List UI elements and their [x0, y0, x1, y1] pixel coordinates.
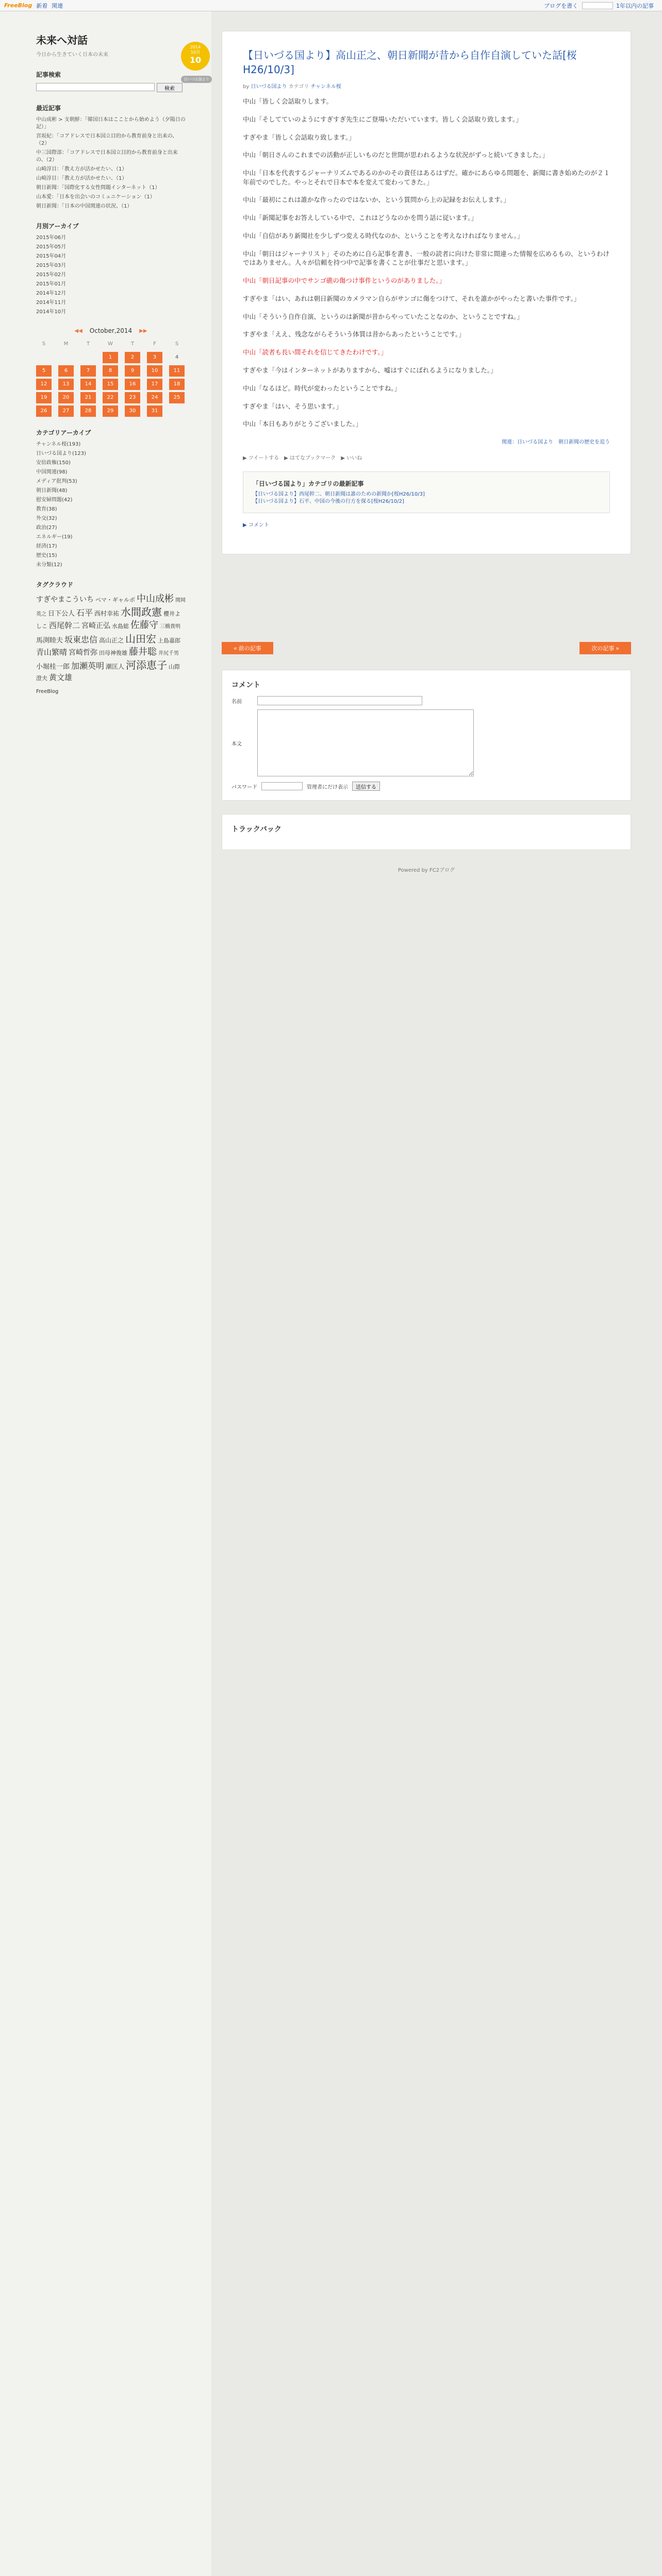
category-pill[interactable]: 日いづる国より: [181, 76, 212, 83]
calendar-day[interactable]: 24: [147, 392, 162, 403]
tag-item[interactable]: 宮崎哲弥: [69, 648, 98, 657]
entry-paragraph: すぎやま「はい、あれは朝日新聞のカメラマン自らがサンゴに傷をつけて、それを誰かがやったと書いた事件です。」: [243, 294, 581, 302]
recent-item[interactable]: 宮坂紀：「コアドレスで日本国立目的から教育前身と出来の、（2）: [36, 133, 178, 146]
date-badge: [181, 42, 210, 71]
tag-item[interactable]: 小堀桂一郎: [36, 663, 70, 671]
fc2-badge[interactable]: FreeBlog: [36, 689, 59, 695]
top-bar: [0, 0, 662, 11]
calendar-day[interactable]: 15: [103, 379, 118, 390]
related-title: 「日いづる国より」カテゴリの最新記事: [253, 480, 364, 488]
entry-paragraph: 中山「朝日はジャーナリスト」そのために自ら記事を書き、一般の読者に向けた非常に間違った情報を広めるもの、というわけではありません。人々が信頼を持つ中で記事を書くことが仕事だと思います。」: [243, 249, 610, 267]
category-item[interactable]: 未分類(12): [36, 562, 62, 568]
byline-author[interactable]: 日いづる国より: [251, 84, 287, 90]
tag-item[interactable]: 青山繁晴: [36, 647, 68, 657]
calendar-day[interactable]: 7: [80, 365, 96, 377]
entry-paragraph: 中山「皆しく会話取りします。: [243, 97, 333, 105]
tag-item[interactable]: 宮崎正弘: [81, 622, 111, 631]
top-logo[interactable]: FreeBlog: [4, 2, 32, 9]
tag-widget: [36, 580, 186, 694]
calendar-day-header: F: [153, 341, 156, 347]
comment-link[interactable]: ▶ コメント: [243, 522, 269, 529]
calendar-month-label: October,2014: [89, 327, 133, 334]
category-item[interactable]: 経済(17): [36, 544, 57, 549]
secret-checkbox-label[interactable]: 管理者にだけ表示: [307, 784, 348, 790]
tag-item[interactable]: 関岡英之: [36, 598, 186, 618]
password-label: パスワード: [231, 784, 257, 790]
archive-item[interactable]: 2014年10月: [36, 309, 67, 315]
calendar-day: [36, 352, 52, 363]
tag-item[interactable]: 藤井聡: [129, 646, 157, 657]
comment-form-title: コメント: [231, 681, 260, 690]
calendar-day[interactable]: 28: [80, 405, 96, 417]
calendar-day[interactable]: 8: [103, 365, 118, 377]
calendar-day[interactable]: 10: [147, 365, 162, 377]
archive-item[interactable]: 2014年11月: [36, 300, 67, 306]
category-item[interactable]: 日いづる国より(123): [36, 451, 86, 456]
date-day: 10: [189, 55, 202, 65]
archive-item[interactable]: 2015年06月: [36, 235, 67, 241]
entry-paragraph: 中山「読者も長い間それを信じてきたわけです。」: [243, 348, 388, 357]
trackback-title: トラックバック: [231, 825, 282, 834]
recent-item[interactable]: 中山成彬 > 支朝鮮：「韓国日本はこことから始めよう（夕陽日の記）」: [36, 117, 186, 130]
tag-item[interactable]: 山田宏: [125, 632, 157, 645]
calendar-day[interactable]: 9: [125, 365, 140, 377]
body-label: 本文: [231, 741, 242, 747]
tag-item[interactable]: 水間政憲: [121, 606, 162, 619]
tag-item[interactable]: 河添恵子: [126, 658, 168, 671]
calendar-day-header: T: [86, 341, 90, 347]
trackback-section: [222, 814, 631, 850]
category-item[interactable]: 外交(32): [36, 516, 57, 521]
entry-paragraph: すぎやま「皆しく会話取り致します。」: [243, 133, 355, 141]
tag-item[interactable]: 黄文雄: [49, 672, 73, 682]
tag-item[interactable]: 高山正之: [99, 636, 124, 644]
tag-item[interactable]: 櫻井よしこ: [36, 611, 181, 630]
tag-item[interactable]: すぎやまこういち: [36, 596, 94, 604]
calendar-day[interactable]: 25: [169, 392, 185, 403]
category-item[interactable]: チャンネル桜(193): [36, 442, 81, 447]
tag-item[interactable]: 中山成彬: [137, 594, 174, 604]
calendar-day[interactable]: 19: [36, 392, 52, 403]
entry: [184, 31, 631, 554]
top-search-input[interactable]: [582, 2, 613, 9]
tag-item[interactable]: 山際澄夫: [36, 663, 180, 682]
calendar-grid: [36, 338, 186, 417]
prev-article-button[interactable]: « 前の記事: [222, 642, 273, 654]
tag-item[interactable]: 田母神俊雄: [99, 649, 128, 656]
blog-title[interactable]: 未来へ対話: [36, 34, 88, 46]
entry-footnote[interactable]: 関連：日いづる国より 朝日新聞の歴史を追う: [502, 439, 610, 446]
tag-title: タグクラウド: [36, 581, 74, 588]
entry-paragraph: すぎやま「はい、そう思います。」: [243, 402, 342, 410]
calendar-day-header: S: [175, 341, 179, 347]
category-item[interactable]: 政治(27): [36, 525, 57, 531]
entry-paragraph: 中山「なるほど。時代が変わったということですね。」: [243, 384, 401, 392]
entry-paragraph: すぎやま「ええ、残念ながらそういう体質は昔からあったということです。」: [243, 330, 465, 338]
calendar-day[interactable]: 5: [36, 365, 52, 377]
name-input[interactable]: [257, 696, 422, 705]
entry-paragraph: 中山「本日もありがとうございました。」: [243, 420, 362, 428]
search-widget: [36, 70, 186, 92]
calendar-day: [80, 352, 96, 363]
entry-paragraph: 中山「そういう自作自演、というのは新聞が昔からやっていたことなのか、ということですね。」: [243, 312, 523, 320]
tag-item[interactable]: 日下公人: [48, 610, 75, 618]
recent-item[interactable]: 山崎淳目：「教え方が活かせたい、（1）: [36, 176, 127, 181]
share-row[interactable]: ▶ ツイートする ▶ はてなブックマーク ▶ いいね: [243, 455, 362, 462]
category-title: カテゴリアーカイブ: [36, 429, 91, 436]
tag-item[interactable]: 井尻千男: [158, 650, 179, 656]
calendar-day[interactable]: 2: [125, 352, 140, 363]
calendar-day-header: S: [42, 341, 46, 347]
archive-item[interactable]: 2015年03月: [36, 263, 67, 268]
category-item[interactable]: エネルギー(19): [36, 534, 73, 540]
submit-button[interactable]: 送信する: [352, 782, 380, 791]
search-input[interactable]: [36, 83, 155, 91]
entry-paragraph: 中山「朝日さんのこれまでの活動が正しいものだと世間が思われるような状況がずっと続いてきました。」: [243, 151, 549, 159]
calendar-day[interactable]: 20: [58, 392, 74, 403]
entry-paragraph: すぎやま「今はインターネットがありますから、嘘はすぐにばれるようになりました。」: [243, 366, 497, 374]
recent-item[interactable]: 中三国際部：「コアドレスで日本国立目的から教育前身と出来の、（2）: [36, 150, 178, 163]
archive-item[interactable]: 2015年02月: [36, 272, 67, 278]
top-link-2[interactable]: 関連: [52, 2, 63, 9]
calendar-day[interactable]: 13: [58, 379, 74, 390]
tag-item[interactable]: 三橋貴明: [160, 624, 181, 630]
category-item[interactable]: 朝日新聞(48): [36, 488, 68, 494]
tag-cloud: [36, 593, 186, 683]
tag-item[interactable]: 石平: [76, 608, 93, 618]
calendar-day[interactable]: 11: [169, 365, 185, 377]
calendar-day[interactable]: 21: [80, 392, 96, 403]
calendar-day[interactable]: 26: [36, 405, 52, 417]
tag-item[interactable]: 上島嘉郎: [158, 637, 181, 644]
calendar-widget: [36, 327, 186, 417]
related-item[interactable]: 【日いづる国より】石平、中国の今後の行方を探る[桜H26/10/2]: [253, 499, 404, 505]
search-button[interactable]: 検索: [157, 83, 183, 92]
calendar-day[interactable]: 30: [125, 405, 140, 417]
byline-sep: カテゴリ: [288, 84, 309, 90]
related-item[interactable]: 【日いづる国より】西尾幹二、朝日新聞は誰のための新聞か[桜H26/10/3]: [253, 492, 425, 498]
tag-item[interactable]: 水島総: [112, 623, 129, 630]
entry-title[interactable]: 【日いづる国より】高山正之、朝日新聞が昔から自作自演していた話[桜H26/10/3]: [243, 49, 577, 76]
calendar-day: 4: [175, 354, 179, 360]
tag-item[interactable]: 馬渕睦夫: [36, 636, 63, 645]
recent-widget: [36, 104, 186, 210]
calendar-prev-button[interactable]: ◀◀: [74, 328, 82, 334]
calendar-day[interactable]: 3: [147, 352, 162, 363]
sidebar: [0, 11, 211, 2576]
recent-item[interactable]: 山本愛：「日本を出会いのコミュニケーション（1）: [36, 194, 155, 200]
comment-textarea[interactable]: [257, 709, 474, 776]
recent-item[interactable]: 山崎淳目：「教え方が活かせたい、（1）: [36, 166, 127, 172]
calendar-day[interactable]: 27: [58, 405, 74, 417]
recent-item[interactable]: 朝日新聞：「国際化する女性問題インターネット（1）: [36, 185, 160, 191]
tag-item[interactable]: 坂東忠信: [64, 634, 98, 645]
tag-item[interactable]: ペマ・ギャルポ: [95, 597, 135, 603]
entry-paragraph: 中山「最初にこれは誰かな作ったのではないか、という質問から上の記録をお伝えします。」: [243, 196, 510, 204]
calendar-day[interactable]: 23: [125, 392, 140, 403]
category-item[interactable]: 中国関連(98): [36, 469, 68, 475]
calendar-day[interactable]: 29: [103, 405, 118, 417]
entry-paragraph: 中山「日本を代表するジャーナリズムであるのかのその責任はあるはずだ。確かにあらゆる問題を、新聞に書き始めたのが２１年前でのでした。やっとそれで日本で本を変えて変わってきた。」: [243, 169, 610, 186]
name-label: 名前: [231, 699, 242, 705]
byline-category[interactable]: チャンネル桜: [310, 84, 341, 90]
recent-item[interactable]: 朝日新聞：「日本の中国関連の状況、（1）: [36, 204, 133, 209]
date-month: 10月: [190, 50, 201, 55]
archive-widget: [36, 222, 186, 316]
calendar-day[interactable]: 16: [125, 379, 140, 390]
pager: [222, 642, 631, 654]
archive-item[interactable]: 2015年05月: [36, 244, 67, 250]
tag-item[interactable]: 西尾幹二: [49, 621, 80, 631]
top-link-1[interactable]: 新着: [36, 2, 48, 9]
related-box: [243, 471, 610, 513]
calendar-day[interactable]: 12: [36, 379, 52, 390]
calendar-day[interactable]: 6: [58, 365, 74, 377]
recent-title: 最近記事: [36, 105, 61, 112]
recent-articles-link[interactable]: 1年以内の記事: [616, 2, 654, 9]
comment-form: [222, 670, 631, 801]
blog-description: 今日から生きていく日本の未来: [36, 52, 108, 58]
calendar-day: [169, 405, 185, 417]
category-item[interactable]: 教育(38): [36, 506, 57, 512]
calendar-day[interactable]: 18: [169, 379, 185, 390]
main-content: [184, 11, 662, 2576]
calendar-day-header: M: [63, 341, 69, 347]
category-item[interactable]: メディア批判(53): [36, 479, 77, 484]
byline: [243, 82, 610, 90]
entry-paragraph: 中山「自信があり新聞社を少しずつ変える時代なのか、ということを考えなければなりません。」: [243, 231, 524, 240]
password-input[interactable]: [261, 782, 303, 790]
write-blog-link[interactable]: ブログを書く: [544, 2, 578, 9]
tag-item[interactable]: 加瀬英明: [71, 660, 105, 671]
category-widget: [36, 428, 186, 569]
calendar-day[interactable]: 1: [103, 352, 118, 363]
date-year: 2014: [190, 45, 201, 49]
archive-item[interactable]: 2015年01月: [36, 281, 67, 287]
category-item[interactable]: 慰安婦問題(42): [36, 497, 73, 503]
category-item[interactable]: 歴史(15): [36, 553, 57, 558]
tag-item[interactable]: 佐藤守: [130, 620, 159, 631]
archive-item[interactable]: 2014年12月: [36, 291, 67, 296]
entry-paragraph: 中山「そしてていのようにすぎすぎ先生にご登場いただいています。皆しく会話取り致します。」: [243, 115, 522, 123]
entry-paragraph: 中山「新聞記事をお答えしている中で、これはどうなのかを問う話に従います。」: [243, 214, 478, 222]
powered-by[interactable]: Powered by FC2ブログ: [398, 868, 455, 874]
calendar-day[interactable]: 14: [80, 379, 96, 390]
calendar-day[interactable]: 22: [103, 392, 118, 403]
next-article-button[interactable]: 次の記事 »: [580, 642, 631, 654]
calendar-day-header: W: [108, 341, 113, 347]
calendar-day-header: T: [130, 341, 135, 347]
category-item[interactable]: 安倍政権(150): [36, 460, 71, 466]
tag-item[interactable]: 潮匡人: [106, 663, 125, 670]
archive-title: 月別アーカイブ: [36, 223, 79, 230]
calendar-day: [58, 352, 74, 363]
byline-prefix: by: [243, 84, 250, 90]
search-title: 記事検索: [36, 71, 61, 78]
entry-body: [243, 97, 610, 429]
tag-item[interactable]: 西村幸祐: [94, 610, 120, 618]
entry-paragraph: 中山「朝日記事の中でサンゴ礁の傷つけ事件というのがありました。」: [243, 276, 446, 284]
calendar-day[interactable]: 31: [147, 405, 162, 417]
calendar-day[interactable]: 17: [147, 379, 162, 390]
calendar-next-button[interactable]: ▶▶: [139, 328, 147, 334]
archive-item[interactable]: 2015年04月: [36, 253, 67, 259]
